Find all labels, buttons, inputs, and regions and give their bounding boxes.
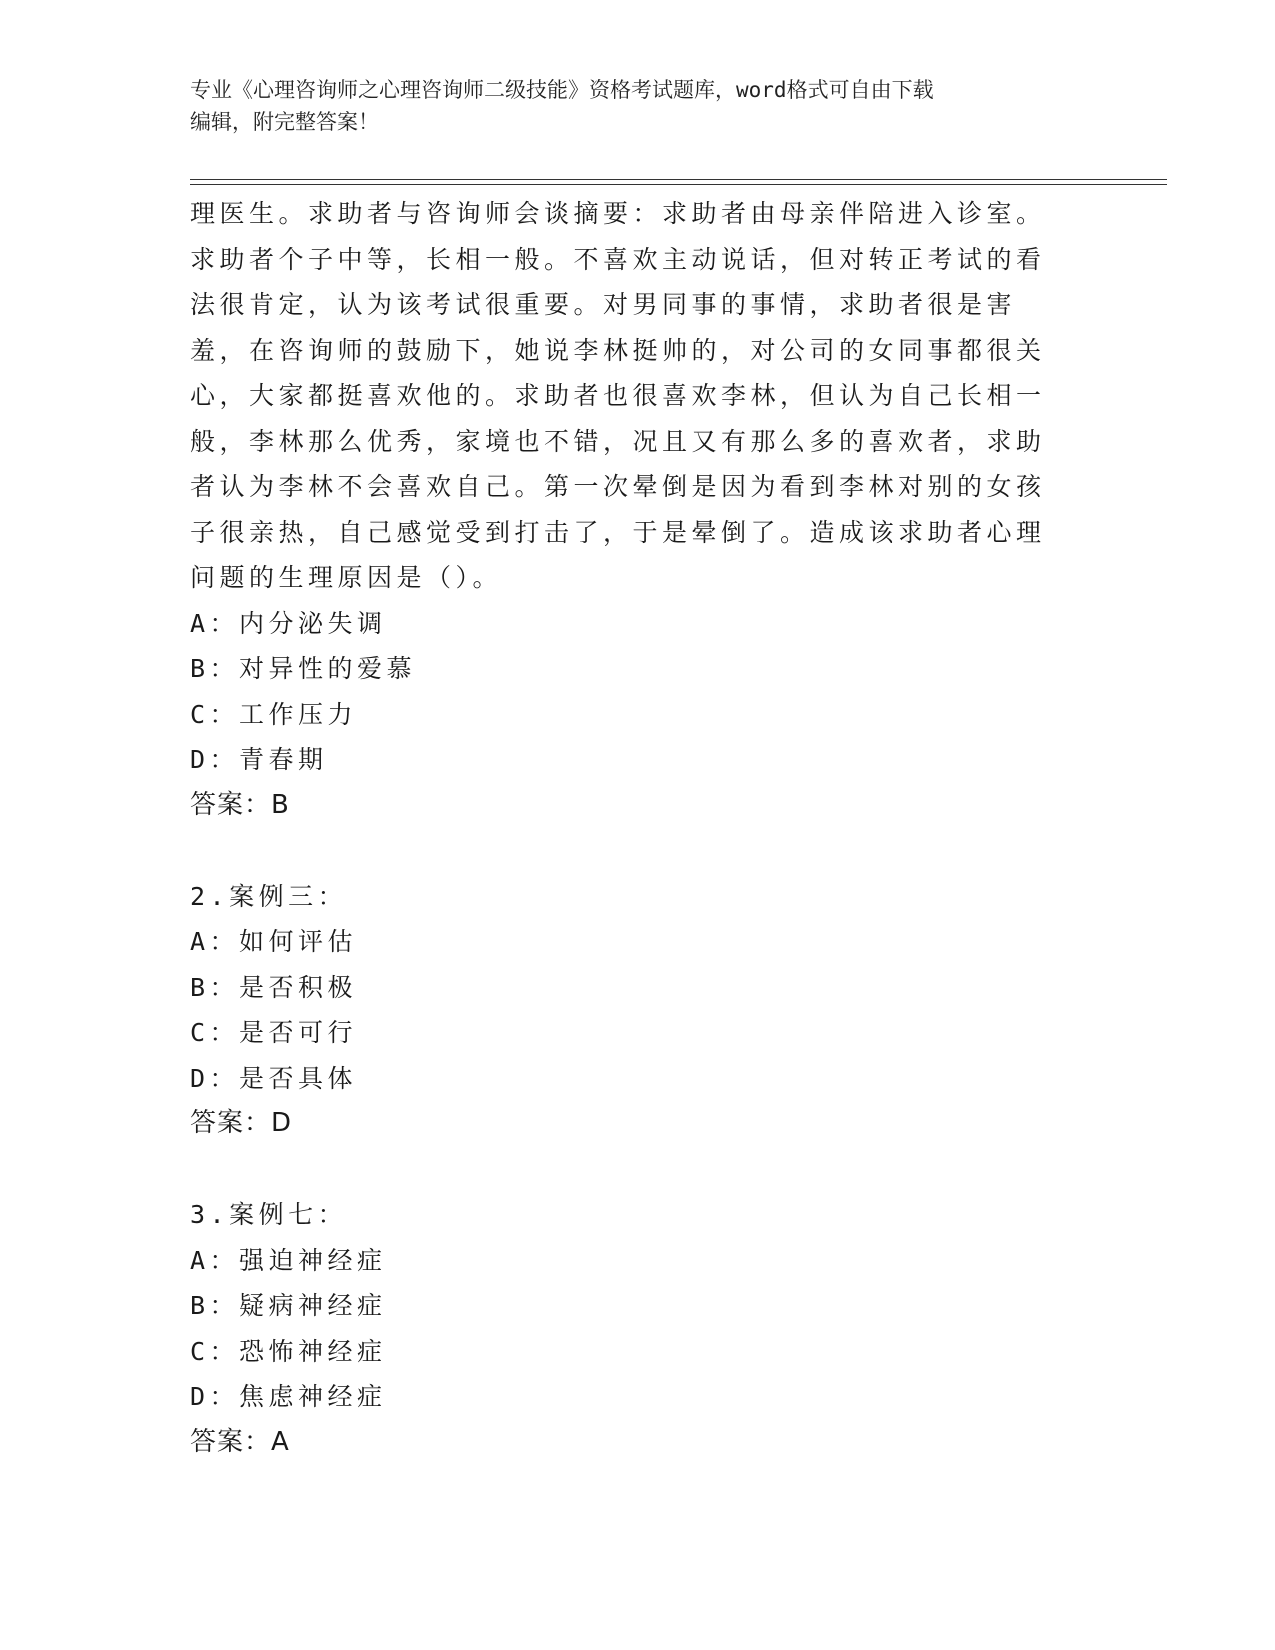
document-header [190, 74, 1090, 138]
option-a: A：内分泌失调 [190, 608, 387, 638]
option-d: D：是否具体 [190, 1063, 358, 1093]
option-c: C：恐怖神经症 [190, 1336, 387, 1366]
header-divider-top [190, 179, 1167, 180]
answer-label: 答案：A [190, 1426, 290, 1457]
question-stem: 2.案例三： [190, 881, 348, 911]
header-divider-bottom [190, 184, 1167, 185]
question-stem: 理医生。求助者与咨询师会谈摘要：求助者由母亲伴陪进入诊室。求助者个子中等，长相一般。不喜欢主动说话，但对转正考试的看法很肯定，认为该考试很重要。对男同事的事情，求助者很是害羞，在咨询师的鼓励下，她说李林挺帅的，对公司的女同事都很关心，大家都挺喜欢他的。求助者也很喜欢李林，但认为自己长相一般，李林那么优秀，家境也不错，况且又有那么多的喜欢者，求助者认为李林不会喜欢自己。第一次晕倒是因为看到李林对别的女孩子很亲热，自己感觉受到打击了，于是晕倒了。造成该求助者心理问题的生理原因是（）。 [190, 199, 1046, 592]
option-a: A：强迫神经症 [190, 1245, 387, 1275]
option-a: A：如何评估 [190, 927, 358, 956]
question-2 [190, 874, 1070, 1147]
header-line-1: 专业《心理咨询师之心理咨询师二级技能》资格考试题库，word格式可自由下载 [190, 78, 934, 102]
spacer [190, 1147, 1070, 1193]
question-list [190, 191, 1070, 1465]
answer-label: 答案：B [190, 789, 290, 820]
option-c: C：工作压力 [190, 699, 358, 729]
option-d: D：焦虑神经症 [190, 1382, 387, 1411]
spacer [190, 828, 1070, 874]
answer-label: 答案：D [190, 1108, 293, 1138]
question-3 [190, 1192, 1070, 1465]
header-line-2: 编辑，附完整答案！ [190, 110, 379, 134]
option-d: D：青春期 [190, 745, 328, 774]
option-b: B：疑病神经症 [190, 1291, 387, 1320]
option-b: B：是否积极 [190, 972, 358, 1002]
question-1 [190, 191, 1070, 828]
option-c: C：是否可行 [190, 1018, 358, 1047]
question-stem: 3.案例七： [190, 1200, 348, 1229]
option-b: B：对异性的爱慕 [190, 654, 417, 683]
